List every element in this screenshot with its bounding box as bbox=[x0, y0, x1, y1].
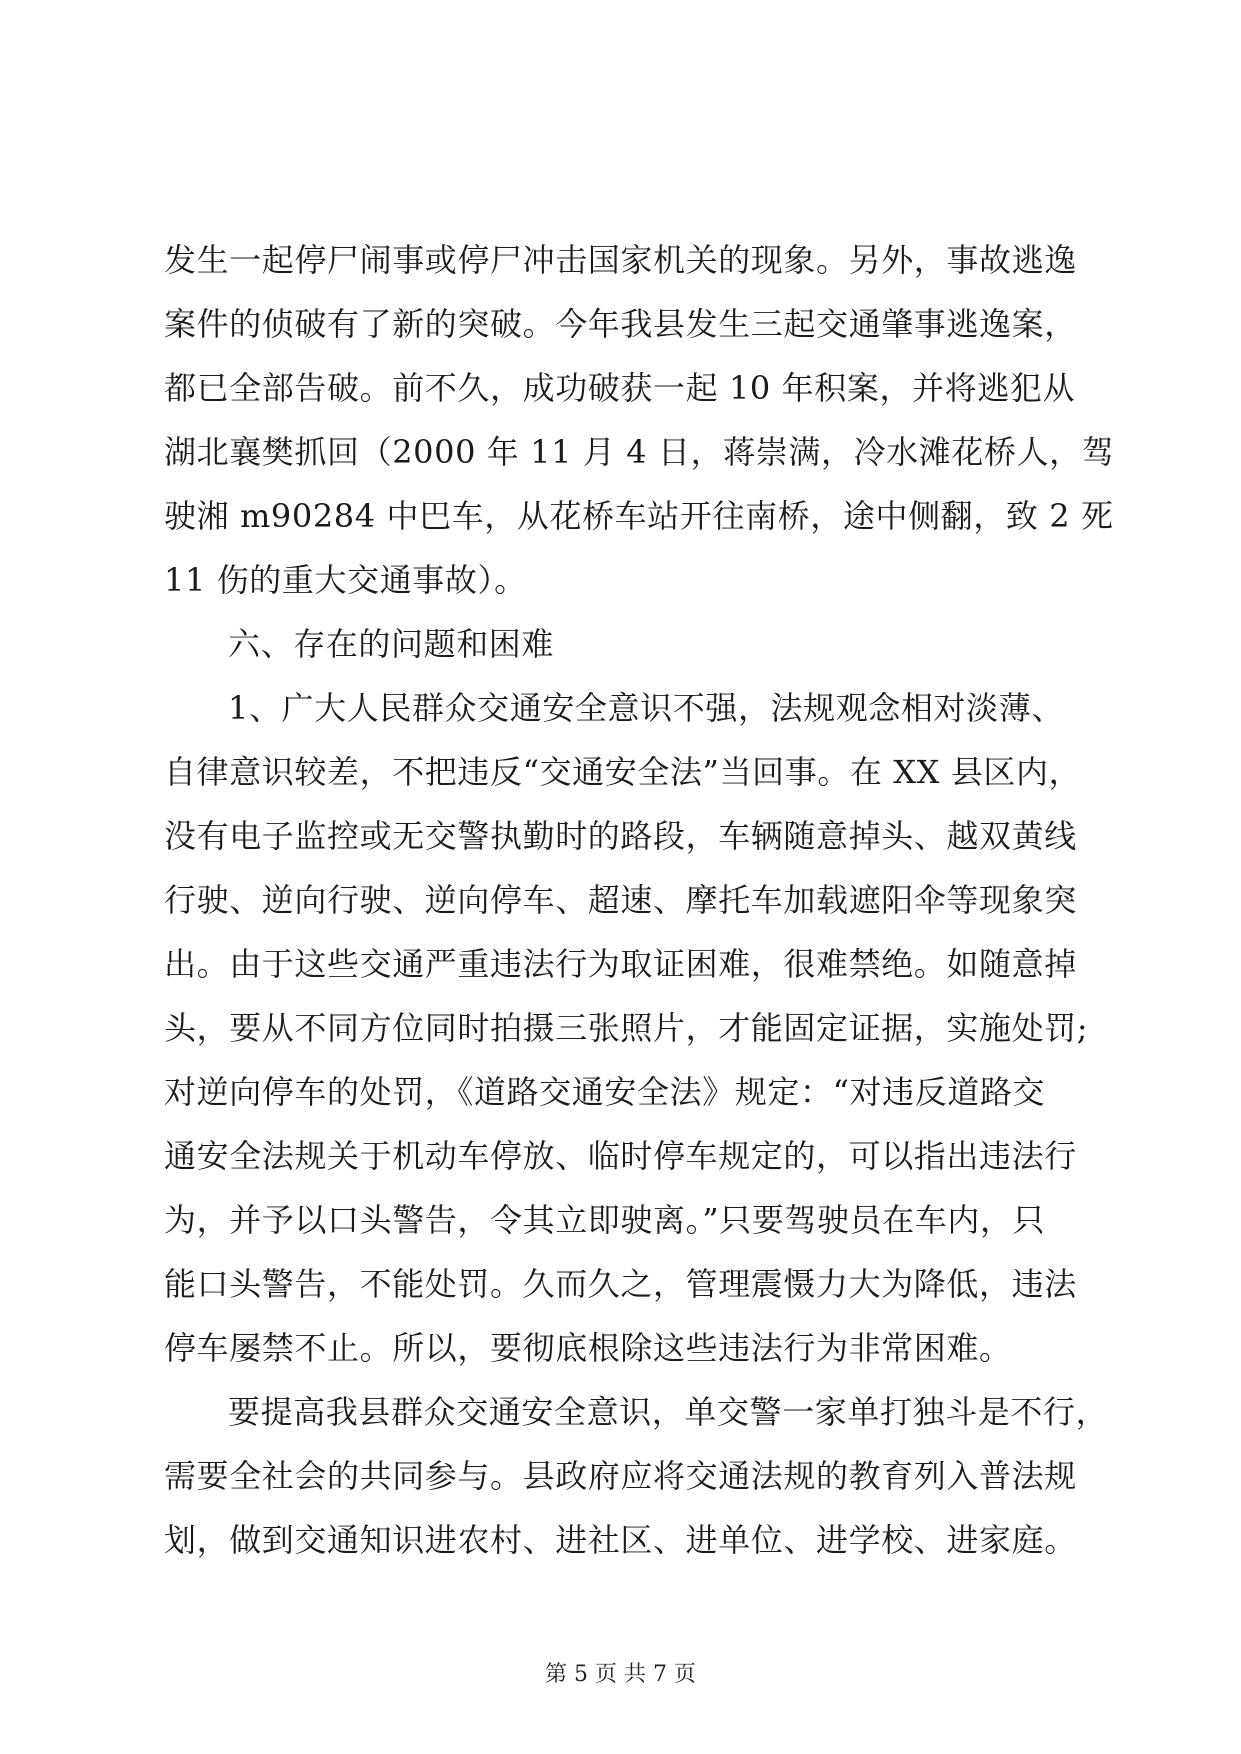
text-line: 划，做到交通知识进农村、进社区、进单位、进学校、进家庭。 bbox=[164, 1521, 1077, 1559]
document-body bbox=[164, 228, 1115, 1572]
text-line: 要提高我县群众交通安全意识，单交警一家单打独斗是不行， bbox=[228, 1393, 1109, 1431]
text-line: 需要全社会的共同参与。县政府应将交通法规的教育列入普法规 bbox=[164, 1457, 1077, 1495]
text-line: 发生一起停尸闹事或停尸冲击国家机关的现象。另外，事故逃逸 bbox=[164, 241, 1077, 279]
section-heading: 六、存在的问题和困难 bbox=[228, 625, 555, 663]
text-line: 对逆向停车的处罚，《道路交通安全法》规定：“对违反道路交 bbox=[164, 1073, 1046, 1111]
text-line: 停车屡禁不止。所以，要彻底根除这些违法行为非常困难。 bbox=[164, 1329, 1012, 1367]
text-line: 驶湘 m90284 中巴车，从花桥车站开往南桥，途中侧翻，致 2 死 bbox=[164, 497, 1114, 535]
text-line: 都已全部告破。前不久，成功破获一起 10 年积案，并将逃犯从 bbox=[164, 369, 1076, 407]
text-line: 1、广大人民群众交通安全意识不强，法规观念相对淡薄、 bbox=[228, 689, 1064, 727]
text-line: 出。由于这些交通严重违法行为取证困难，很难禁绝。如随意掉 bbox=[164, 945, 1077, 983]
text-line: 案件的侦破有了新的突破。今年我县发生三起交通肇事逃逸案， bbox=[164, 305, 1077, 343]
text-line: 头，要从不同方位同时拍摄三张照片，才能固定证据，实施处罚; bbox=[164, 1009, 1089, 1047]
text-line: 为，并予以口头警告，令其立即驶离。”只要驾驶员在车内，只 bbox=[164, 1201, 1046, 1239]
text-line: 11 伤的重大交通事故）。 bbox=[164, 561, 527, 599]
page-number-footer: 第 5 页 共 7 页 bbox=[545, 1662, 696, 1687]
text-line: 能口头警告，不能处罚。久而久之，管理震慑力大为降低，违法 bbox=[164, 1265, 1077, 1303]
text-line: 没有电子监控或无交警执勤时的路段，车辆随意掉头、越双黄线 bbox=[164, 817, 1077, 855]
text-line: 通安全法规关于机动车停放、临时停车规定的，可以指出违法行 bbox=[164, 1137, 1077, 1175]
text-line: 自律意识较差，不把违反“交通安全法”当回事。在 XX 县区内， bbox=[164, 753, 1082, 791]
text-line: 湖北襄樊抓回（2000 年 11 月 4 日，蒋崇满，冷水滩花桥人，驾 bbox=[164, 433, 1115, 471]
text-line: 行驶、逆向行驶、逆向停车、超速、摩托车加载遮阳伞等现象突 bbox=[164, 881, 1077, 919]
